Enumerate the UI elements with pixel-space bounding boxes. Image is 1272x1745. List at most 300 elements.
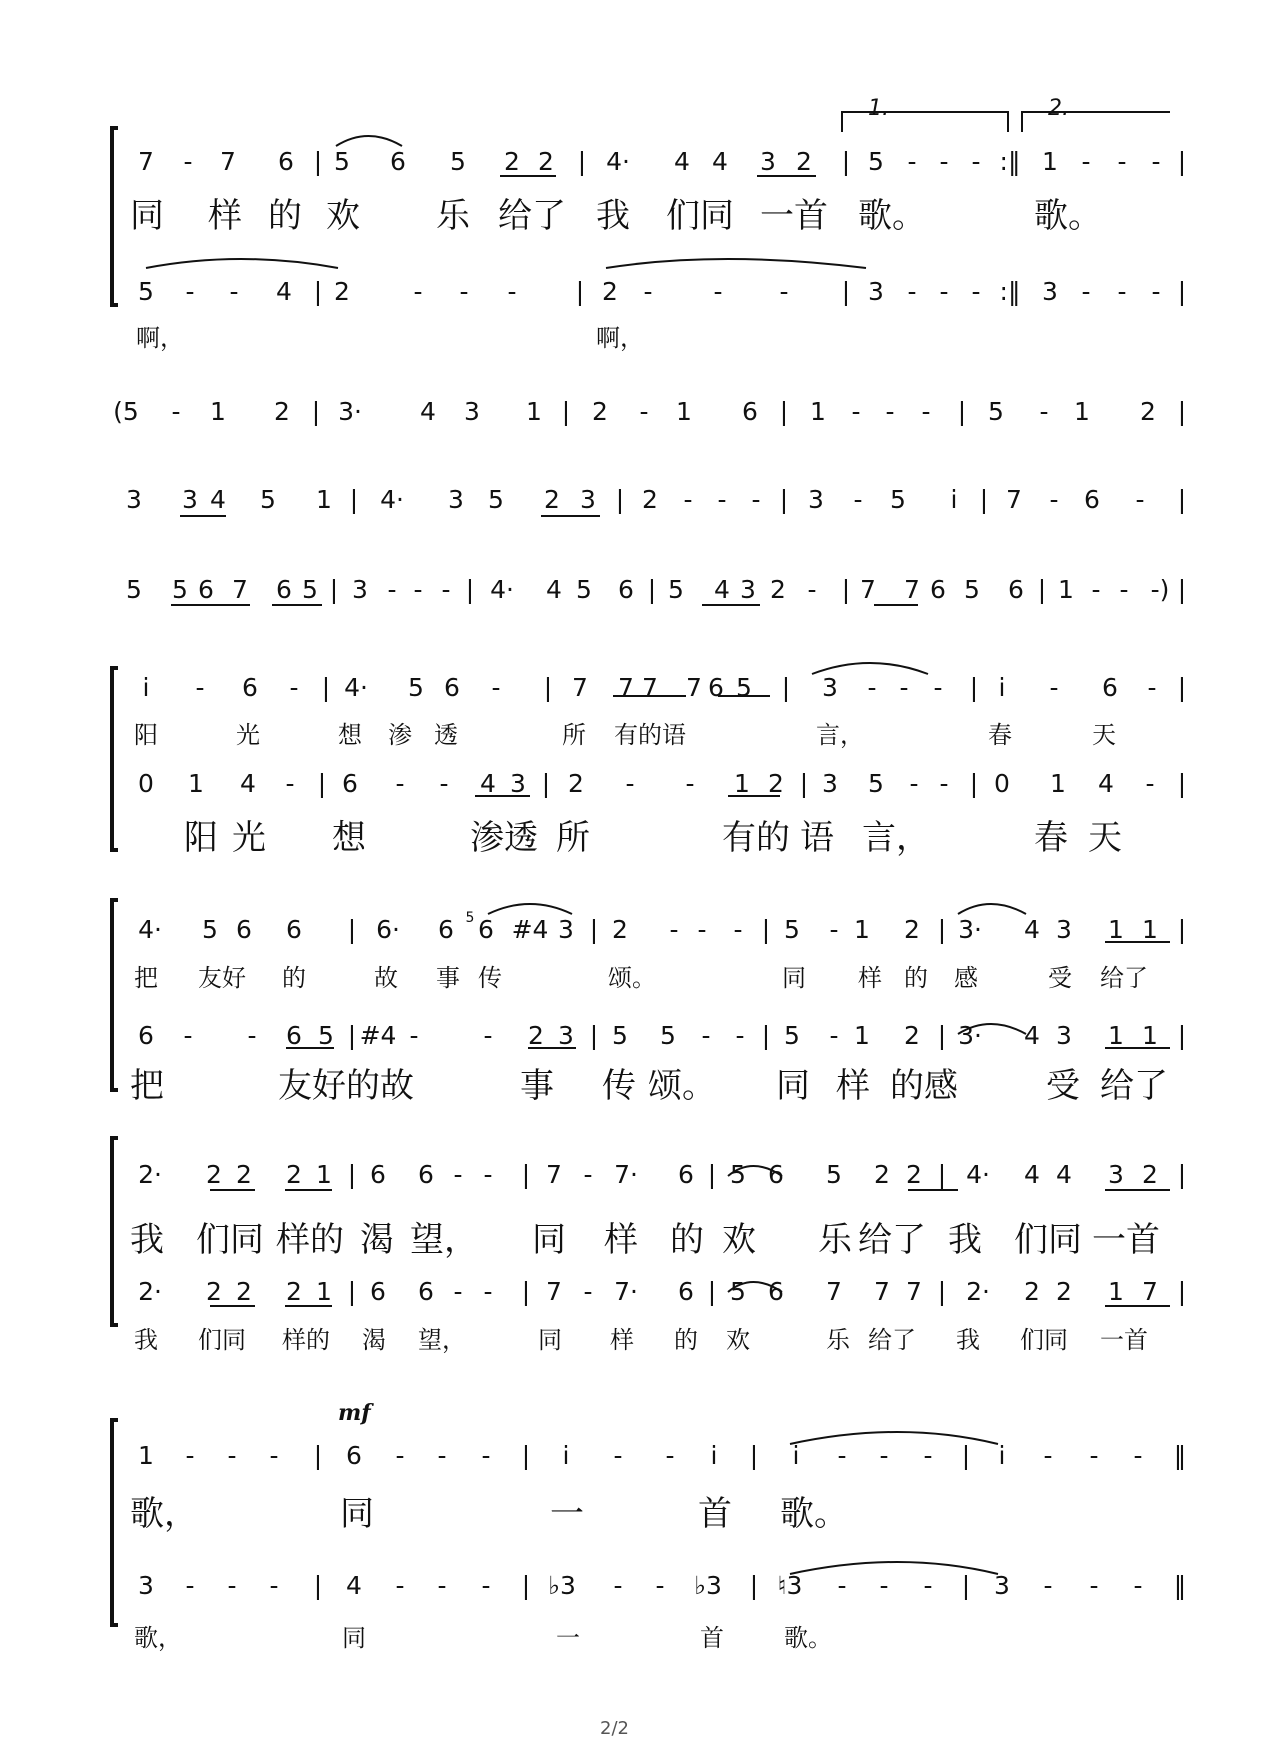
note: - [483,1021,493,1050]
note: - [269,1571,279,1600]
lyric: 同 [340,1494,374,1534]
note: 3 [580,485,596,514]
note: 3 [808,485,824,514]
note: 5 [826,1160,842,1189]
note: - [971,277,981,306]
lyric: 歌。 [858,196,926,236]
note: 3 [558,1021,574,1050]
note: - [1133,1441,1143,1470]
lyric: 的 [670,1220,704,1260]
note: - [1039,397,1049,426]
note: 7 [618,673,634,702]
note: - [733,915,743,944]
note: 6 [418,1160,434,1189]
lyric: 我 [134,1326,158,1354]
note: - [1117,147,1127,176]
note: 3 [138,1571,154,1600]
note: 3 [464,397,480,426]
lyric: 的感 [890,1066,958,1106]
note: - [1091,575,1101,604]
lyric: 同 [782,964,806,992]
note: 5 [302,575,318,604]
note: - [1089,1571,1099,1600]
note: 5 [730,1277,746,1306]
sys1-soprano [0,142,1272,182]
lyric: 望， [418,1326,466,1354]
note: - [685,769,695,798]
note: 7 [220,147,236,176]
note: 1 [1142,1021,1158,1050]
note: 2 [236,1160,252,1189]
note: - [1049,673,1059,702]
note: - [923,1441,933,1470]
note: - [909,769,919,798]
barline: | [321,673,331,702]
note: - [885,397,895,426]
barline: | [961,1571,971,1600]
lyric: 我 [596,196,630,236]
lyric: 们同 [196,1220,264,1260]
lyric: 光 [236,721,260,749]
note: 7 [826,1277,842,1306]
note: - [921,397,931,426]
note: 2 [602,277,618,306]
note: ♮3 [777,1571,803,1600]
note: - [683,485,693,514]
note: 5 [784,1021,800,1050]
lyric: 们同 [198,1326,246,1354]
lyric: 同 [342,1624,366,1652]
note: 1 [1142,915,1158,944]
note: - [185,1441,195,1470]
note: - [413,277,423,306]
barline: | [1177,1277,1187,1306]
barline: | [1177,1160,1187,1189]
note: 6 [242,673,258,702]
lyric: 啊， [596,324,644,352]
note: 2 [334,277,350,306]
note: - [1145,769,1155,798]
note: 3 [448,485,464,514]
lyric: 歌。 [784,1624,832,1652]
note: - [837,1571,847,1600]
barline: | [521,1571,531,1600]
note: 2 [504,147,520,176]
lyric: 同 [130,196,164,236]
barline: | [589,1021,599,1050]
barline: | [841,147,851,176]
note: 1 [1074,397,1090,426]
note: 2· [138,1160,162,1189]
note: 5 [172,575,188,604]
note: 2 [286,1277,302,1306]
note: - [907,277,917,306]
lyric: 事 [436,964,460,992]
note: 4 [346,1571,362,1600]
barline: | [311,397,321,426]
note: - [1081,277,1091,306]
barline: | [779,485,789,514]
lyric: 透 [434,721,458,749]
note: 1 [810,397,826,426]
barline: | [1177,147,1187,176]
note: 6 [370,1277,386,1306]
note: 6 [346,1441,362,1470]
note: - [939,147,949,176]
note: 6 [286,915,302,944]
note: 7 [860,575,876,604]
note: 4 [1024,915,1040,944]
barline: | [349,485,359,514]
note: - [441,575,451,604]
note: - [717,485,727,514]
note: - [939,769,949,798]
note: - [459,277,469,306]
note: 1 [1050,769,1066,798]
note: 0 [994,769,1010,798]
note: 1 [526,397,542,426]
note: 5 [576,575,592,604]
lyric: 春 [1034,818,1068,858]
note: 4 [1024,1160,1040,1189]
barline: | [521,1160,531,1189]
note: 5 [784,915,800,944]
note: - [665,1441,675,1470]
barline: | [969,769,979,798]
barline: | [761,915,771,944]
lyric: 所 [562,721,586,749]
lyric: 给了 [858,1220,926,1260]
sys4-alto [0,1272,1272,1312]
barline: | [841,277,851,306]
barline: | [589,915,599,944]
sys5-lyrics-1 [0,1494,1272,1534]
note: 3· [958,915,982,944]
note: -) [1150,575,1170,604]
note: 7 [904,575,920,604]
note: 6 [930,575,946,604]
note: 2· [966,1277,990,1306]
sys1-alto [0,272,1272,312]
note: ♭3 [548,1571,576,1600]
sys2-alto [0,764,1272,804]
note: - [639,397,649,426]
lyric: 渗 [388,721,412,749]
note: 4 [1098,769,1114,798]
note: 2 [1140,397,1156,426]
note: - [1151,277,1161,306]
note: 7 [138,147,154,176]
note: 3 [868,277,884,306]
note: - [879,1571,889,1600]
note: 4· [344,673,368,702]
lyric: 的 [282,964,306,992]
note: - [185,1571,195,1600]
note: 2· [138,1277,162,1306]
sys3-lyrics-1 [0,958,1272,998]
note: - [1117,277,1127,306]
lyric: 给了 [498,196,566,236]
lyric: 欢 [326,196,360,236]
note: #4 [359,1021,397,1050]
note: 5 [260,485,276,514]
volta-1-bracket [842,112,1008,132]
barline: | [1177,277,1187,306]
note: i [998,1441,1006,1470]
barline: | [937,915,947,944]
note: 1 [854,1021,870,1050]
note: 4 [210,485,226,514]
note: - [751,485,761,514]
note: 5 [668,575,684,604]
note: 5 [408,673,424,702]
slur [146,259,338,268]
note: 6 [678,1277,694,1306]
note: 2 [1024,1277,1040,1306]
barline: | [347,1160,357,1189]
lyric: 歌。 [780,1494,848,1534]
note: - [669,915,679,944]
note: - [269,1441,279,1470]
note: 3 [510,769,526,798]
lyric: 样 [858,964,882,992]
note: 6 [278,147,294,176]
note: - [285,769,295,798]
note: 3 [126,485,142,514]
note: 5 [138,277,154,306]
note: 3 [182,485,198,514]
lyric: 想 [332,818,366,858]
note: 6· [376,915,400,944]
barline: | [1177,915,1187,944]
note: 3 [1056,915,1072,944]
note: 7 [546,1277,562,1306]
interlude-row-2 [0,480,1272,520]
note: 2 [544,485,560,514]
lyric: 样 [836,1066,870,1106]
note: 6 [390,147,406,176]
note: 6 [342,769,358,798]
note: 3 [1042,277,1058,306]
barline: | [957,397,967,426]
final-barline: ‖ [1173,1571,1187,1600]
note: 3 [822,673,838,702]
repeat-end: :‖ [999,147,1021,176]
sys4-soprano [0,1155,1272,1195]
note: 6 [768,1277,784,1306]
note: 7 [1142,1277,1158,1306]
note: - [453,1160,463,1189]
lyric: 把 [134,964,158,992]
slur [606,259,866,268]
lyric: 语 [800,818,834,858]
note: 7 [906,1277,922,1306]
note: 7· [614,1160,638,1189]
note: - [227,1571,237,1600]
sys5-alto [0,1566,1272,1606]
note: 3 [1056,1021,1072,1050]
note: 7· [614,1277,638,1306]
barline: | [969,673,979,702]
note: - [227,1441,237,1470]
barline: | [561,397,571,426]
barline: | [1177,769,1187,798]
note: - [183,1021,193,1050]
note: - [851,397,861,426]
note: 6 [742,397,758,426]
repeat-end: :‖ [999,277,1021,306]
sys1-lyrics-1 [0,196,1272,236]
lyric: 感 [954,964,978,992]
note: 2 [528,1021,544,1050]
note: ♭3 [694,1571,722,1600]
lyric: 阳 [184,818,218,858]
note: 4 [674,147,690,176]
barline: | [961,1441,971,1470]
note: 1 [1108,1277,1124,1306]
note: 5 [660,1021,676,1050]
note: 4 [1024,1021,1040,1050]
note: - [583,1277,593,1306]
note: 5 [890,485,906,514]
note: - [1119,575,1129,604]
lyric: 渴 [360,1220,394,1260]
note: 6 [438,915,454,944]
note: 0 [138,769,154,798]
lyric: 阳 [134,721,158,749]
lyric: 首 [700,1624,724,1652]
lyric: 同 [776,1066,810,1106]
barline: | [937,1160,947,1189]
note: 2 [236,1277,252,1306]
note: 6 [1084,485,1100,514]
barline: | [1177,673,1187,702]
grace: 5 [465,910,475,926]
barline: | [1177,485,1187,514]
note: 6 [618,575,634,604]
note: 6 [286,1021,302,1050]
note: 1 [1058,575,1074,604]
note: 2 [768,769,784,798]
note: - [395,769,405,798]
lyric: 欢 [722,1220,756,1260]
note: 2 [1142,1160,1158,1189]
note: 6 [236,915,252,944]
note: - [437,1571,447,1600]
note: (5 [113,397,139,426]
lyric: 一 [556,1624,580,1652]
lyric: 乐 [818,1220,852,1260]
note: - [437,1441,447,1470]
note: - [387,575,397,604]
note: 6 [768,1160,784,1189]
lyric: 友好的故 [278,1066,414,1106]
note: 1 [1108,915,1124,944]
note: 2 [1056,1277,1072,1306]
note: - [899,673,909,702]
barline: | [1177,397,1187,426]
note: - [613,1441,623,1470]
note: 6 [370,1160,386,1189]
barline: | [575,277,585,306]
note: 6 [138,1021,154,1050]
note: 7 [1006,485,1022,514]
note: - [655,1571,665,1600]
note: 6 [198,575,214,604]
sys2-soprano [0,668,1272,708]
note: - [923,1571,933,1600]
note: 5 [334,147,350,176]
note: 3 [740,575,756,604]
lyric: 样 [208,196,242,236]
sys5-lyrics-2 [0,1618,1272,1658]
note: - [395,1441,405,1470]
lyric: 言， [816,721,864,749]
lyric: 样 [610,1326,634,1354]
page-number: 2/2 [600,1718,629,1739]
note: 6 [478,915,494,944]
barline: | [347,915,357,944]
note: 3 [994,1571,1010,1600]
barline: | [317,769,327,798]
note: 4· [966,1160,990,1189]
note: 7 [642,673,658,702]
lyric: 受 [1048,964,1072,992]
note: - [409,1021,419,1050]
note: 2 [642,485,658,514]
note: - [971,147,981,176]
sys1-lyrics-2 [0,318,1272,358]
note: i [792,1441,800,1470]
lyric: 的 [674,1326,698,1354]
note: 3· [338,397,362,426]
lyric: 渴 [362,1326,386,1354]
note: 5 [868,147,884,176]
note: - [481,1441,491,1470]
barline: | [543,673,553,702]
note: - [183,147,193,176]
barline: | [979,485,989,514]
note: 6 [444,673,460,702]
note: 2 [568,769,584,798]
volta-2-bracket [1022,112,1170,132]
interlude-row-1 [0,392,1272,432]
lyric: 光 [232,818,266,858]
lyric: 天 [1092,721,1116,749]
note: 5 [612,1021,628,1050]
note: - [643,277,653,306]
note: 5 [126,575,142,604]
note: 2 [874,1160,890,1189]
lyric: 有的语 [614,721,686,749]
note: 1 [854,915,870,944]
lyric: 给了 [1100,964,1148,992]
lyric: 一首 [760,196,828,236]
lyric: 欢 [726,1326,750,1354]
note: 2 [592,397,608,426]
lyric: 一 [550,1494,584,1534]
note: - [171,397,181,426]
lyric: 歌， [134,1624,182,1652]
note: 5 [202,915,218,944]
note: 4· [490,575,514,604]
lyric: 样 [604,1220,638,1260]
lyric: 所 [556,818,590,858]
note: - [1043,1441,1053,1470]
note: - [1147,673,1157,702]
barline: | [761,1021,771,1050]
note: - [701,1021,711,1050]
